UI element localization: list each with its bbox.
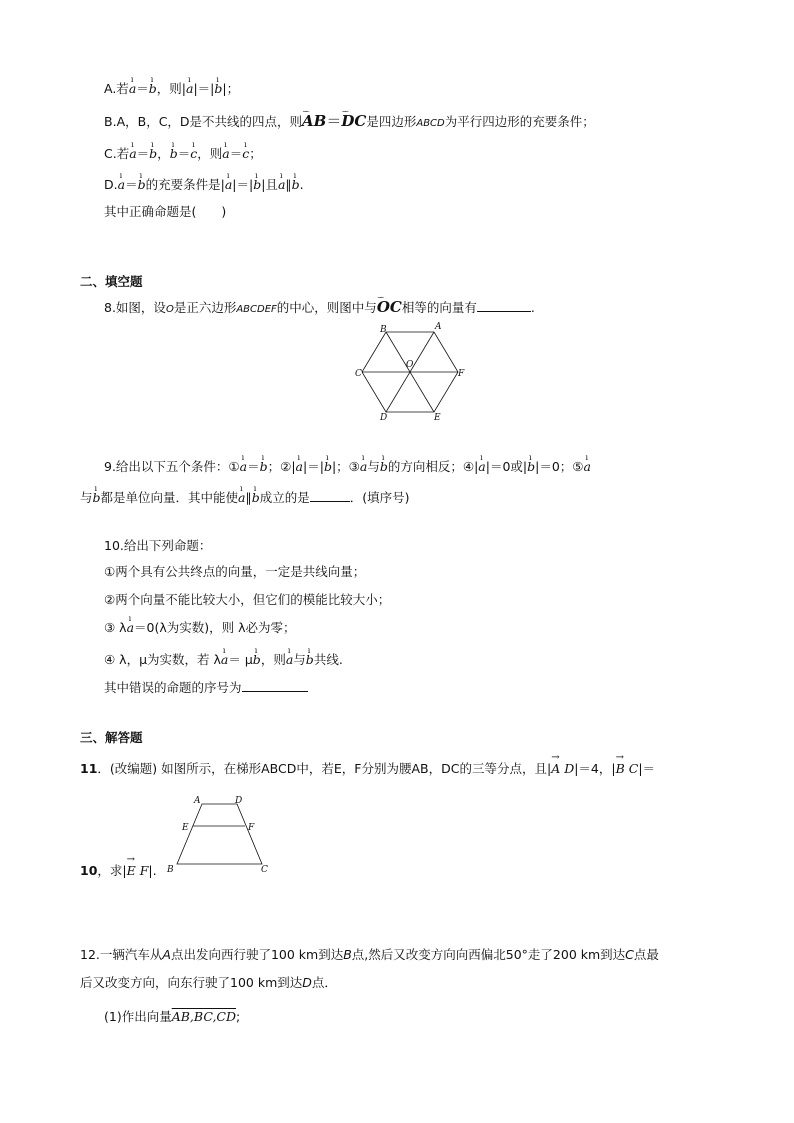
- vec-b: ı b: [149, 80, 157, 98]
- vec-b: ı b: [252, 489, 260, 507]
- vec-b: ı b: [93, 489, 101, 507]
- q11-line1: [80, 760, 655, 778]
- vec-b: ı b: [253, 176, 261, 194]
- text: |＝0或|: [485, 459, 528, 474]
- text: ＝: [136, 146, 150, 161]
- label-F: F: [458, 369, 465, 379]
- vec-b: ı b: [527, 458, 535, 476]
- text: ③ λ: [104, 620, 127, 635]
- answer-blank[interactable]: [242, 679, 308, 692]
- text: |＝0；⑤: [535, 459, 584, 474]
- text: D.: [104, 177, 118, 192]
- text: ，则|: [156, 81, 187, 96]
- vec-a: ı a: [478, 458, 485, 476]
- text: O: [165, 304, 174, 315]
- label-A: A: [194, 796, 201, 806]
- text: 与: [367, 459, 380, 474]
- vec-ab: ⌣⌣ AB: [302, 112, 326, 130]
- vec-b: ı b: [380, 458, 388, 476]
- text: ;: [236, 1009, 241, 1024]
- text: A.若: [104, 81, 129, 96]
- vec-b: ı b: [292, 176, 300, 194]
- vec-a: ı a: [225, 176, 232, 194]
- trapezoid-figure: [165, 794, 275, 876]
- text: |；③: [331, 459, 360, 474]
- text: |＝|: [303, 459, 324, 474]
- text: ABCDEF: [236, 304, 277, 315]
- q7-option-b: [104, 112, 595, 133]
- text: A，B，C，D是不共线的四点，则: [116, 114, 303, 129]
- text: ，求|: [97, 863, 127, 878]
- text: |＝|: [193, 81, 215, 96]
- vec-a: ı a: [129, 80, 136, 98]
- q10-title: 10.给出下列命题：: [104, 538, 212, 553]
- text: D: [302, 975, 312, 990]
- text: ，则: [197, 146, 223, 161]
- text: 为平行四边形的充要条件；: [444, 114, 595, 129]
- answer-blank[interactable]: [477, 299, 531, 312]
- text: B.: [104, 114, 117, 129]
- text: ．(填序号): [349, 490, 410, 505]
- vec-c: ı c: [190, 145, 197, 163]
- q10-question: [104, 679, 308, 697]
- text: ＝: [326, 112, 342, 130]
- text: 的方向相反；④|: [387, 459, 479, 474]
- text: 与: [80, 490, 93, 505]
- text: 是正六边形: [173, 300, 237, 315]
- text: 与: [293, 652, 306, 667]
- vec-b: ı b: [149, 145, 157, 163]
- label-C: C: [261, 865, 268, 875]
- text: 的中心，则图中与: [276, 300, 377, 315]
- vec-a: ı a: [296, 458, 303, 476]
- vec-b: ı b: [253, 651, 261, 669]
- text: A: [162, 947, 171, 962]
- text: ．(改编题) 如图所示，在梯形ABCD中，若E，F分别为腰AB，DC的三等分点，且|: [97, 761, 552, 776]
- text: 12.一辆汽车从: [80, 947, 163, 962]
- text: ＝: [125, 177, 138, 192]
- vec-a: ı a: [222, 145, 229, 163]
- text: |.: [148, 863, 157, 878]
- hexagon-figure: [350, 322, 470, 424]
- text: |＝|: [232, 177, 254, 192]
- vec-a: ı a: [127, 619, 134, 637]
- trapezoid-outline: [177, 804, 262, 864]
- label-E: E: [434, 413, 441, 423]
- section-heading: 三、解答题: [80, 730, 143, 745]
- text: 点出发向西行驶了100 km到达: [170, 947, 344, 962]
- text: (1)作出向量: [104, 1009, 172, 1024]
- vec-a: ı a: [221, 651, 228, 669]
- vec-b: ı b: [306, 651, 314, 669]
- vec-a: ı a: [278, 176, 285, 194]
- text: 的充要条件是|: [145, 177, 225, 192]
- vec-b: ı b: [214, 80, 222, 98]
- text: ，则: [260, 652, 286, 667]
- q8-text: [104, 298, 535, 319]
- text: C.若: [104, 146, 130, 161]
- text: 是四边形: [366, 114, 417, 129]
- text: 后又改变方向，向东行驶了100 km到达: [80, 975, 303, 990]
- vec-a: ı a: [238, 489, 245, 507]
- label-C: C: [355, 369, 362, 379]
- text: 点最: [633, 947, 659, 962]
- label-F: F: [248, 823, 255, 833]
- q7-question: 其中正确命题是( ): [104, 204, 227, 219]
- label-B: B: [380, 325, 387, 335]
- text: 9.给出以下五个条件：①: [104, 459, 240, 474]
- label-E: E: [182, 823, 189, 833]
- label-O: O: [406, 360, 414, 370]
- text: ∥: [245, 490, 252, 505]
- answer-blank[interactable]: [310, 489, 350, 502]
- q10-prop1: ①两个具有公共终点的向量，一定是共线向量；: [104, 564, 366, 579]
- text: ；: [249, 146, 262, 161]
- text: |＝: [638, 761, 656, 776]
- q12-line1: [80, 946, 659, 964]
- text: ＝: [247, 459, 260, 474]
- vec-bc: → B C: [616, 760, 639, 778]
- vec-a: ı a: [186, 80, 193, 98]
- text: ，: [157, 146, 170, 161]
- text: ＝ μ: [228, 652, 253, 667]
- text: C: [625, 947, 634, 962]
- text: 8.如图，设: [104, 300, 166, 315]
- text: |且: [261, 177, 278, 192]
- text: B: [343, 947, 352, 962]
- text: ＝: [177, 146, 191, 161]
- vec-a: ı a: [584, 458, 591, 476]
- text: 共线.: [313, 652, 343, 667]
- q10-prop4: [104, 651, 343, 669]
- vec-ef: → E F: [127, 862, 149, 880]
- q7-option-a: [104, 80, 239, 98]
- vec-b: ı b: [324, 458, 332, 476]
- vectors-ab-bc-cd: AB,BC,CD: [171, 1009, 237, 1024]
- text: |＝4，|: [574, 761, 616, 776]
- vec-dc: ⌣⌣ DC: [341, 112, 366, 130]
- text: 都是单位向量．其中能使: [100, 490, 239, 505]
- text: ＝: [136, 81, 149, 96]
- q12-sub1: [104, 1008, 240, 1026]
- vec-b: ı b: [170, 145, 178, 163]
- text: |；: [222, 81, 240, 96]
- text: 成立的是: [259, 490, 310, 505]
- vec-c: ı c: [242, 145, 249, 163]
- text: ABCD: [416, 118, 445, 129]
- text: ＝0(λ为实数)，则 λ必为零；: [134, 620, 296, 635]
- q7-option-c: [104, 145, 262, 163]
- label-B: B: [167, 865, 174, 875]
- vec-oc: ⌣⌣ OC: [377, 298, 402, 316]
- text: 点,然后又改变方向向西偏北50°走了200 km到达: [351, 947, 626, 962]
- vec-b: ı b: [260, 458, 268, 476]
- vec-a: ı a: [286, 651, 293, 669]
- label-A: A: [435, 322, 442, 332]
- q10-prop3: [104, 619, 296, 637]
- text: ∥: [285, 177, 292, 192]
- text: 相等的向量有: [401, 300, 477, 315]
- vec-a: ı a: [240, 458, 247, 476]
- vec-a: ı a: [129, 145, 136, 163]
- q10-prop2: ②两个向量不能比较大小，但它们的模能比较大小；: [104, 592, 391, 607]
- text: 点．: [311, 975, 337, 990]
- vec-a: ı a: [118, 176, 125, 194]
- label-D: D: [235, 796, 243, 806]
- q12-line2: [80, 974, 337, 992]
- vec-b: ı b: [138, 176, 146, 194]
- question-number: 11: [80, 761, 98, 776]
- section-heading: 二、填空题: [80, 274, 143, 289]
- text: .: [299, 177, 304, 192]
- q9-line2: [80, 489, 410, 507]
- q11-line2: [80, 862, 157, 880]
- text: .: [530, 300, 535, 315]
- text: 其中错误的命题的序号为: [104, 680, 242, 695]
- q7-option-d: [104, 176, 304, 194]
- q9-line1: [104, 458, 591, 476]
- text: 10: [80, 863, 98, 878]
- vec-ad: → A D: [551, 760, 574, 778]
- text: ④ λ，μ为实数，若 λ: [104, 652, 221, 667]
- text: ；②|: [267, 459, 296, 474]
- vec-a: ı a: [360, 458, 367, 476]
- text: ＝: [229, 146, 243, 161]
- label-D: D: [380, 413, 388, 423]
